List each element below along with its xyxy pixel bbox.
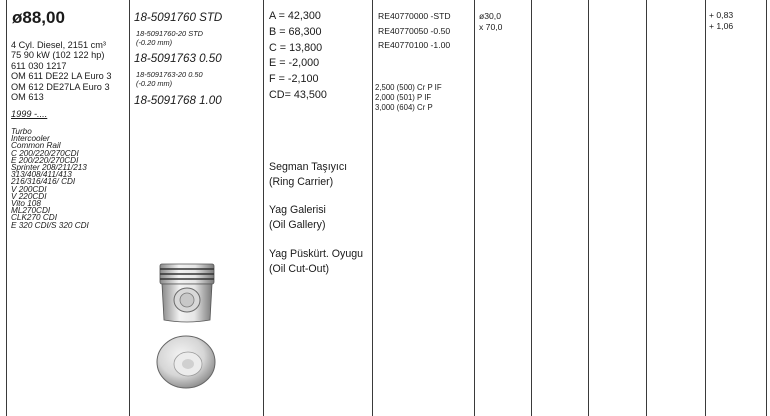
feature-label-en: (Oil Gallery) [269, 219, 326, 232]
production-year: 1999 -.... [11, 109, 48, 119]
ring-spec: 3,000 (604) Cr P [375, 103, 433, 113]
engine-spec-line: 4 Cyl. Diesel, 2151 cm³ [11, 40, 106, 50]
ring-set-list [375, 83, 442, 114]
dimension-c: C = 13,800 [269, 41, 323, 54]
engine-spec-line: 611 030 1217 [11, 60, 67, 71]
part-number-sub [136, 70, 203, 88]
part-number: 18-5091760 STD [134, 11, 223, 24]
column-divider [531, 0, 532, 416]
application-line: Vito 108 [11, 199, 41, 209]
feature-label: Yag Galerisi [269, 204, 326, 216]
dimension-f: F = -2,100 [269, 73, 319, 86]
part-number-sub-line: (-0.20 mm) [136, 38, 173, 47]
pin-length: x 70,0 [479, 22, 503, 32]
reference-number-list [378, 9, 451, 53]
pin-dimensions [479, 11, 502, 33]
application-line: Intercooler [11, 134, 50, 144]
engine-spec-line: OM 613 [11, 92, 44, 103]
part-number-sub-line: (-0.20 mm) [136, 79, 173, 88]
vehicle-application-list [11, 128, 89, 229]
application-line: 313/408/411/413 [11, 170, 72, 180]
engine-spec-line: OM 611 DE22 LA Euro 3 [11, 71, 112, 82]
part-number-sub-line: 18-5091763-20 0.50 [136, 70, 203, 79]
application-line: Sprinter 208/211/213 [11, 163, 87, 173]
tolerance-list [709, 10, 733, 32]
engine-spec-line: 75 90 kW (102 122 hp) [11, 50, 105, 61]
piston-diameter: ø88,00 [12, 8, 65, 27]
dimension-list [269, 9, 327, 104]
part-number-sub-line: 18-5091760-20 STD [136, 29, 203, 38]
application-line: E 320 CDI/S 320 CDI [11, 220, 89, 230]
column-divider [6, 0, 7, 416]
application-line: E 200/220/270CDI [11, 155, 79, 165]
dimension-e: E = -2,000 [269, 57, 320, 70]
tolerance-value: + 1,06 [709, 21, 734, 31]
feature-label: Yag Püskürt. Oyugu [269, 248, 364, 260]
column-divider [588, 0, 589, 416]
application-line: V 200CDI [11, 184, 47, 194]
application-line: V 220CDI [11, 191, 47, 201]
ring-spec: 2,500 (500) Cr P IF [375, 83, 442, 92]
piston-side-view-icon [157, 262, 217, 324]
part-number: 18-5091763 0.50 [134, 52, 222, 65]
column-divider [646, 0, 647, 416]
dimension-b: B = 68,300 [269, 25, 322, 38]
feature-oil-gallery [269, 203, 326, 234]
column-divider [705, 0, 706, 416]
piston-top-view-icon [155, 334, 217, 390]
engine-spec-line: OM 612 DE27LA Euro 3 [11, 81, 110, 92]
pin-diameter: ø30,0 [479, 11, 501, 21]
feature-ring-carrier [269, 160, 347, 191]
engine-spec-list [11, 40, 111, 102]
part-number-sub [136, 29, 203, 47]
column-divider [474, 0, 475, 416]
ring-spec: 2,000 (501) P IF [375, 93, 432, 103]
application-line: Common Rail [11, 141, 61, 151]
tolerance-value: + 0,83 [709, 10, 734, 20]
part-number: 18-5091768 1.00 [134, 94, 222, 107]
reference-number: RE40770100 -1.00 [378, 40, 451, 51]
application-line: 216/316/416/ CDI [11, 177, 76, 187]
column-divider [766, 0, 767, 416]
column-divider [263, 0, 264, 416]
dimension-a: A = 42,300 [269, 10, 321, 22]
application-line: Turbo [11, 127, 32, 136]
application-line: C 200/220/270CDI [11, 148, 79, 158]
dimension-cd: CD= 43,500 [269, 88, 327, 101]
feature-oil-cut-out [269, 247, 363, 278]
reference-number: RE40770000 -STD [378, 11, 451, 21]
feature-label-en: (Ring Carrier) [269, 176, 334, 189]
feature-label: Segman Taşıyıcı [269, 161, 348, 173]
reference-number: RE40770050 -0.50 [378, 25, 451, 36]
application-line: CLK270 CDI [11, 213, 57, 223]
application-line: ML270CDI [11, 206, 51, 216]
feature-label-en: (Oil Cut-Out) [269, 263, 330, 276]
column-divider [129, 0, 130, 416]
column-divider [372, 0, 373, 416]
